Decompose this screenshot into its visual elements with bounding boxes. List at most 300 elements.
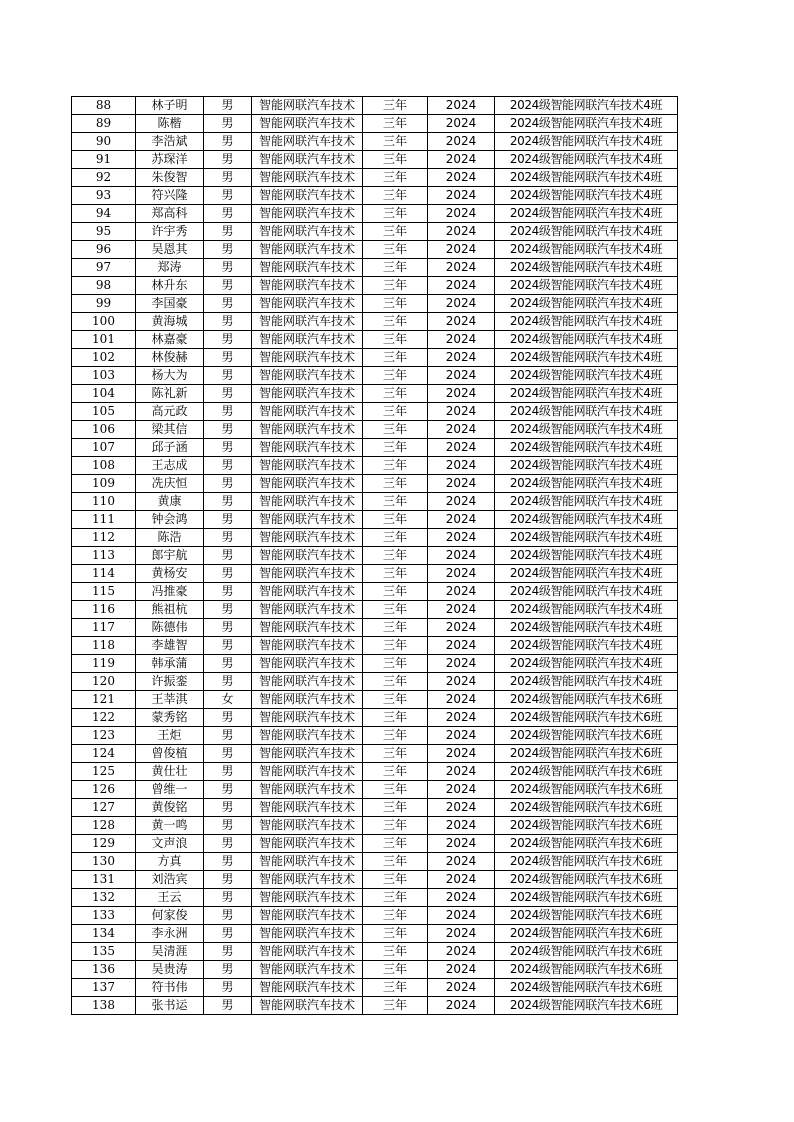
- student-name-cell: 杨大为: [136, 367, 204, 385]
- class-name-cell: 2024级智能网联汽车技术6班: [495, 979, 678, 997]
- class-name-cell: 2024级智能网联汽车技术4班: [495, 205, 678, 223]
- major-cell: 智能网联汽车技术: [252, 817, 363, 835]
- class-name-cell: 2024级智能网联汽车技术4班: [495, 187, 678, 205]
- row-number-cell: 106: [72, 421, 136, 439]
- grade-year-cell: 2024: [428, 691, 495, 709]
- row-number-cell: 128: [72, 817, 136, 835]
- gender-cell: 男: [204, 817, 252, 835]
- student-name-cell: 冼庆恒: [136, 475, 204, 493]
- row-number-cell: 120: [72, 673, 136, 691]
- table-row: [72, 583, 678, 601]
- duration-cell: 三年: [363, 313, 428, 331]
- table-row: [72, 367, 678, 385]
- duration-cell: 三年: [363, 925, 428, 943]
- gender-cell: 男: [204, 781, 252, 799]
- student-name-cell: 林俊赫: [136, 349, 204, 367]
- student-name-cell: 李浩斌: [136, 133, 204, 151]
- row-number-cell: 124: [72, 745, 136, 763]
- student-name-cell: 方真: [136, 853, 204, 871]
- gender-cell: 男: [204, 151, 252, 169]
- class-name-cell: 2024级智能网联汽车技术4班: [495, 295, 678, 313]
- duration-cell: 三年: [363, 709, 428, 727]
- class-name-cell: 2024级智能网联汽车技术6班: [495, 961, 678, 979]
- table-row: [72, 187, 678, 205]
- class-name-cell: 2024级智能网联汽车技术4班: [495, 403, 678, 421]
- major-cell: 智能网联汽车技术: [252, 529, 363, 547]
- row-number-cell: 137: [72, 979, 136, 997]
- gender-cell: 男: [204, 565, 252, 583]
- row-number-cell: 129: [72, 835, 136, 853]
- row-number-cell: 94: [72, 205, 136, 223]
- major-cell: 智能网联汽车技术: [252, 997, 363, 1015]
- major-cell: 智能网联汽车技术: [252, 223, 363, 241]
- table-row: [72, 277, 678, 295]
- major-cell: 智能网联汽车技术: [252, 115, 363, 133]
- grade-year-cell: 2024: [428, 529, 495, 547]
- student-name-cell: 曾维一: [136, 781, 204, 799]
- class-name-cell: 2024级智能网联汽车技术4班: [495, 583, 678, 601]
- student-name-cell: 熊祖杭: [136, 601, 204, 619]
- table-row: [72, 817, 678, 835]
- class-name-cell: 2024级智能网联汽车技术4班: [495, 655, 678, 673]
- duration-cell: 三年: [363, 673, 428, 691]
- major-cell: 智能网联汽车技术: [252, 637, 363, 655]
- row-number-cell: 116: [72, 601, 136, 619]
- student-name-cell: 高元政: [136, 403, 204, 421]
- duration-cell: 三年: [363, 979, 428, 997]
- major-cell: 智能网联汽车技术: [252, 367, 363, 385]
- row-number-cell: 132: [72, 889, 136, 907]
- row-number-cell: 114: [72, 565, 136, 583]
- table-row: [72, 151, 678, 169]
- grade-year-cell: 2024: [428, 835, 495, 853]
- gender-cell: 男: [204, 853, 252, 871]
- duration-cell: 三年: [363, 475, 428, 493]
- row-number-cell: 99: [72, 295, 136, 313]
- gender-cell: 男: [204, 349, 252, 367]
- duration-cell: 三年: [363, 421, 428, 439]
- table-row: [72, 853, 678, 871]
- duration-cell: 三年: [363, 727, 428, 745]
- gender-cell: 男: [204, 115, 252, 133]
- class-name-cell: 2024级智能网联汽车技术4班: [495, 115, 678, 133]
- table-row: [72, 997, 678, 1015]
- row-number-cell: 103: [72, 367, 136, 385]
- class-name-cell: 2024级智能网联汽车技术6班: [495, 763, 678, 781]
- student-name-cell: 林子明: [136, 97, 204, 115]
- table-row: [72, 313, 678, 331]
- major-cell: 智能网联汽车技术: [252, 709, 363, 727]
- student-name-cell: 符兴隆: [136, 187, 204, 205]
- grade-year-cell: 2024: [428, 979, 495, 997]
- grade-year-cell: 2024: [428, 601, 495, 619]
- major-cell: 智能网联汽车技术: [252, 385, 363, 403]
- roster-body: [72, 97, 678, 1015]
- duration-cell: 三年: [363, 889, 428, 907]
- student-name-cell: 许宇秀: [136, 223, 204, 241]
- row-number-cell: 130: [72, 853, 136, 871]
- major-cell: 智能网联汽车技术: [252, 871, 363, 889]
- grade-year-cell: 2024: [428, 313, 495, 331]
- major-cell: 智能网联汽车技术: [252, 691, 363, 709]
- class-name-cell: 2024级智能网联汽车技术4班: [495, 547, 678, 565]
- table-row: [72, 529, 678, 547]
- gender-cell: 男: [204, 385, 252, 403]
- row-number-cell: 97: [72, 259, 136, 277]
- major-cell: 智能网联汽车技术: [252, 799, 363, 817]
- duration-cell: 三年: [363, 133, 428, 151]
- row-number-cell: 119: [72, 655, 136, 673]
- duration-cell: 三年: [363, 187, 428, 205]
- class-name-cell: 2024级智能网联汽车技术4班: [495, 367, 678, 385]
- gender-cell: 男: [204, 421, 252, 439]
- duration-cell: 三年: [363, 799, 428, 817]
- class-name-cell: 2024级智能网联汽车技术6班: [495, 907, 678, 925]
- row-number-cell: 136: [72, 961, 136, 979]
- row-number-cell: 100: [72, 313, 136, 331]
- grade-year-cell: 2024: [428, 115, 495, 133]
- major-cell: 智能网联汽车技术: [252, 547, 363, 565]
- student-name-cell: 王云: [136, 889, 204, 907]
- student-name-cell: 陈楷: [136, 115, 204, 133]
- class-name-cell: 2024级智能网联汽车技术4班: [495, 349, 678, 367]
- major-cell: 智能网联汽车技术: [252, 583, 363, 601]
- table-row: [72, 115, 678, 133]
- table-row: [72, 691, 678, 709]
- major-cell: 智能网联汽车技术: [252, 187, 363, 205]
- table-row: [72, 565, 678, 583]
- row-number-cell: 111: [72, 511, 136, 529]
- major-cell: 智能网联汽车技术: [252, 493, 363, 511]
- duration-cell: 三年: [363, 817, 428, 835]
- class-name-cell: 2024级智能网联汽车技术4班: [495, 133, 678, 151]
- class-name-cell: 2024级智能网联汽车技术6班: [495, 853, 678, 871]
- class-name-cell: 2024级智能网联汽车技术4班: [495, 241, 678, 259]
- row-number-cell: 93: [72, 187, 136, 205]
- class-name-cell: 2024级智能网联汽车技术6班: [495, 997, 678, 1015]
- grade-year-cell: 2024: [428, 655, 495, 673]
- duration-cell: 三年: [363, 781, 428, 799]
- student-roster-sheet: [71, 96, 678, 1015]
- gender-cell: 男: [204, 601, 252, 619]
- major-cell: 智能网联汽车技术: [252, 907, 363, 925]
- class-name-cell: 2024级智能网联汽车技术6班: [495, 871, 678, 889]
- gender-cell: 男: [204, 97, 252, 115]
- gender-cell: 男: [204, 907, 252, 925]
- gender-cell: 男: [204, 547, 252, 565]
- class-name-cell: 2024级智能网联汽车技术4班: [495, 97, 678, 115]
- grade-year-cell: 2024: [428, 205, 495, 223]
- row-number-cell: 104: [72, 385, 136, 403]
- duration-cell: 三年: [363, 835, 428, 853]
- major-cell: 智能网联汽车技术: [252, 205, 363, 223]
- table-row: [72, 961, 678, 979]
- duration-cell: 三年: [363, 529, 428, 547]
- gender-cell: 男: [204, 511, 252, 529]
- class-name-cell: 2024级智能网联汽车技术4班: [495, 493, 678, 511]
- major-cell: 智能网联汽车技术: [252, 673, 363, 691]
- gender-cell: 男: [204, 637, 252, 655]
- class-name-cell: 2024级智能网联汽车技术4班: [495, 565, 678, 583]
- student-roster-table: [71, 96, 678, 1015]
- gender-cell: 男: [204, 169, 252, 187]
- table-row: [72, 979, 678, 997]
- grade-year-cell: 2024: [428, 259, 495, 277]
- major-cell: 智能网联汽车技术: [252, 169, 363, 187]
- table-row: [72, 619, 678, 637]
- row-number-cell: 138: [72, 997, 136, 1015]
- gender-cell: 男: [204, 763, 252, 781]
- grade-year-cell: 2024: [428, 277, 495, 295]
- class-name-cell: 2024级智能网联汽车技术6班: [495, 691, 678, 709]
- gender-cell: 男: [204, 709, 252, 727]
- class-name-cell: 2024级智能网联汽车技术6班: [495, 943, 678, 961]
- student-name-cell: 林嘉豪: [136, 331, 204, 349]
- duration-cell: 三年: [363, 511, 428, 529]
- class-name-cell: 2024级智能网联汽车技术4班: [495, 619, 678, 637]
- gender-cell: 男: [204, 241, 252, 259]
- row-number-cell: 101: [72, 331, 136, 349]
- major-cell: 智能网联汽车技术: [252, 853, 363, 871]
- gender-cell: 男: [204, 529, 252, 547]
- gender-cell: 男: [204, 871, 252, 889]
- row-number-cell: 117: [72, 619, 136, 637]
- major-cell: 智能网联汽车技术: [252, 727, 363, 745]
- student-name-cell: 符书伟: [136, 979, 204, 997]
- major-cell: 智能网联汽车技术: [252, 943, 363, 961]
- grade-year-cell: 2024: [428, 349, 495, 367]
- gender-cell: 男: [204, 493, 252, 511]
- grade-year-cell: 2024: [428, 745, 495, 763]
- major-cell: 智能网联汽车技术: [252, 511, 363, 529]
- table-row: [72, 511, 678, 529]
- gender-cell: 男: [204, 133, 252, 151]
- row-number-cell: 113: [72, 547, 136, 565]
- grade-year-cell: 2024: [428, 637, 495, 655]
- table-row: [72, 439, 678, 457]
- major-cell: 智能网联汽车技术: [252, 889, 363, 907]
- student-name-cell: 黄仕壮: [136, 763, 204, 781]
- table-row: [72, 97, 678, 115]
- duration-cell: 三年: [363, 583, 428, 601]
- duration-cell: 三年: [363, 295, 428, 313]
- gender-cell: 男: [204, 205, 252, 223]
- class-name-cell: 2024级智能网联汽车技术4班: [495, 637, 678, 655]
- student-name-cell: 吴贵涛: [136, 961, 204, 979]
- student-name-cell: 李雄智: [136, 637, 204, 655]
- class-name-cell: 2024级智能网联汽车技术6班: [495, 727, 678, 745]
- grade-year-cell: 2024: [428, 385, 495, 403]
- grade-year-cell: 2024: [428, 997, 495, 1015]
- major-cell: 智能网联汽车技术: [252, 151, 363, 169]
- duration-cell: 三年: [363, 331, 428, 349]
- student-name-cell: 陈礼新: [136, 385, 204, 403]
- duration-cell: 三年: [363, 223, 428, 241]
- class-name-cell: 2024级智能网联汽车技术6班: [495, 889, 678, 907]
- student-name-cell: 王志成: [136, 457, 204, 475]
- gender-cell: 男: [204, 475, 252, 493]
- major-cell: 智能网联汽车技术: [252, 763, 363, 781]
- table-row: [72, 943, 678, 961]
- duration-cell: 三年: [363, 241, 428, 259]
- table-row: [72, 727, 678, 745]
- major-cell: 智能网联汽车技术: [252, 655, 363, 673]
- major-cell: 智能网联汽车技术: [252, 313, 363, 331]
- grade-year-cell: 2024: [428, 133, 495, 151]
- table-row: [72, 223, 678, 241]
- row-number-cell: 90: [72, 133, 136, 151]
- grade-year-cell: 2024: [428, 331, 495, 349]
- grade-year-cell: 2024: [428, 727, 495, 745]
- table-row: [72, 655, 678, 673]
- gender-cell: 男: [204, 223, 252, 241]
- grade-year-cell: 2024: [428, 907, 495, 925]
- gender-cell: 男: [204, 457, 252, 475]
- student-name-cell: 梁其信: [136, 421, 204, 439]
- major-cell: 智能网联汽车技术: [252, 133, 363, 151]
- row-number-cell: 125: [72, 763, 136, 781]
- gender-cell: 男: [204, 961, 252, 979]
- gender-cell: 男: [204, 925, 252, 943]
- student-name-cell: 李国豪: [136, 295, 204, 313]
- major-cell: 智能网联汽车技术: [252, 979, 363, 997]
- row-number-cell: 123: [72, 727, 136, 745]
- duration-cell: 三年: [363, 205, 428, 223]
- duration-cell: 三年: [363, 97, 428, 115]
- gender-cell: 男: [204, 259, 252, 277]
- grade-year-cell: 2024: [428, 511, 495, 529]
- grade-year-cell: 2024: [428, 871, 495, 889]
- gender-cell: 男: [204, 295, 252, 313]
- major-cell: 智能网联汽车技术: [252, 565, 363, 583]
- grade-year-cell: 2024: [428, 565, 495, 583]
- student-name-cell: 冯推豪: [136, 583, 204, 601]
- class-name-cell: 2024级智能网联汽车技术6班: [495, 799, 678, 817]
- table-row: [72, 331, 678, 349]
- grade-year-cell: 2024: [428, 187, 495, 205]
- table-row: [72, 475, 678, 493]
- class-name-cell: 2024级智能网联汽车技术4班: [495, 385, 678, 403]
- table-row: [72, 745, 678, 763]
- row-number-cell: 105: [72, 403, 136, 421]
- gender-cell: 男: [204, 367, 252, 385]
- row-number-cell: 107: [72, 439, 136, 457]
- duration-cell: 三年: [363, 277, 428, 295]
- duration-cell: 三年: [363, 547, 428, 565]
- duration-cell: 三年: [363, 349, 428, 367]
- class-name-cell: 2024级智能网联汽车技术4班: [495, 421, 678, 439]
- grade-year-cell: 2024: [428, 853, 495, 871]
- major-cell: 智能网联汽车技术: [252, 295, 363, 313]
- class-name-cell: 2024级智能网联汽车技术6班: [495, 745, 678, 763]
- student-name-cell: 蒙秀铭: [136, 709, 204, 727]
- class-name-cell: 2024级智能网联汽车技术4班: [495, 259, 678, 277]
- student-name-cell: 陈浩: [136, 529, 204, 547]
- grade-year-cell: 2024: [428, 457, 495, 475]
- major-cell: 智能网联汽车技术: [252, 277, 363, 295]
- student-name-cell: 王莘淇: [136, 691, 204, 709]
- row-number-cell: 135: [72, 943, 136, 961]
- student-name-cell: 邱子涵: [136, 439, 204, 457]
- row-number-cell: 131: [72, 871, 136, 889]
- student-name-cell: 郎宇航: [136, 547, 204, 565]
- major-cell: 智能网联汽车技术: [252, 457, 363, 475]
- gender-cell: 女: [204, 691, 252, 709]
- major-cell: 智能网联汽车技术: [252, 925, 363, 943]
- student-name-cell: 黄杨安: [136, 565, 204, 583]
- table-row: [72, 241, 678, 259]
- major-cell: 智能网联汽车技术: [252, 781, 363, 799]
- grade-year-cell: 2024: [428, 475, 495, 493]
- table-row: [72, 547, 678, 565]
- row-number-cell: 98: [72, 277, 136, 295]
- table-row: [72, 259, 678, 277]
- row-number-cell: 88: [72, 97, 136, 115]
- class-name-cell: 2024级智能网联汽车技术6班: [495, 925, 678, 943]
- grade-year-cell: 2024: [428, 151, 495, 169]
- major-cell: 智能网联汽车技术: [252, 349, 363, 367]
- table-row: [72, 493, 678, 511]
- major-cell: 智能网联汽车技术: [252, 835, 363, 853]
- grade-year-cell: 2024: [428, 781, 495, 799]
- gender-cell: 男: [204, 619, 252, 637]
- gender-cell: 男: [204, 313, 252, 331]
- class-name-cell: 2024级智能网联汽车技术4班: [495, 457, 678, 475]
- gender-cell: 男: [204, 889, 252, 907]
- student-name-cell: 李永洲: [136, 925, 204, 943]
- row-number-cell: 89: [72, 115, 136, 133]
- student-name-cell: 吴清涯: [136, 943, 204, 961]
- class-name-cell: 2024级智能网联汽车技术4班: [495, 511, 678, 529]
- row-number-cell: 96: [72, 241, 136, 259]
- row-number-cell: 91: [72, 151, 136, 169]
- table-row: [72, 169, 678, 187]
- row-number-cell: 109: [72, 475, 136, 493]
- row-number-cell: 133: [72, 907, 136, 925]
- table-row: [72, 421, 678, 439]
- class-name-cell: 2024级智能网联汽车技术6班: [495, 709, 678, 727]
- duration-cell: 三年: [363, 619, 428, 637]
- row-number-cell: 108: [72, 457, 136, 475]
- row-number-cell: 92: [72, 169, 136, 187]
- table-row: [72, 871, 678, 889]
- table-row: [72, 205, 678, 223]
- gender-cell: 男: [204, 655, 252, 673]
- major-cell: 智能网联汽车技术: [252, 259, 363, 277]
- student-name-cell: 韩承蒲: [136, 655, 204, 673]
- gender-cell: 男: [204, 997, 252, 1015]
- duration-cell: 三年: [363, 457, 428, 475]
- student-name-cell: 许振銮: [136, 673, 204, 691]
- grade-year-cell: 2024: [428, 619, 495, 637]
- student-name-cell: 郑高科: [136, 205, 204, 223]
- gender-cell: 男: [204, 835, 252, 853]
- student-name-cell: 黄康: [136, 493, 204, 511]
- grade-year-cell: 2024: [428, 97, 495, 115]
- grade-year-cell: 2024: [428, 403, 495, 421]
- table-row: [72, 295, 678, 313]
- grade-year-cell: 2024: [428, 295, 495, 313]
- row-number-cell: 134: [72, 925, 136, 943]
- student-name-cell: 刘浩宾: [136, 871, 204, 889]
- duration-cell: 三年: [363, 763, 428, 781]
- student-name-cell: 郑涛: [136, 259, 204, 277]
- student-name-cell: 朱俊智: [136, 169, 204, 187]
- row-number-cell: 118: [72, 637, 136, 655]
- duration-cell: 三年: [363, 169, 428, 187]
- grade-year-cell: 2024: [428, 889, 495, 907]
- major-cell: 智能网联汽车技术: [252, 421, 363, 439]
